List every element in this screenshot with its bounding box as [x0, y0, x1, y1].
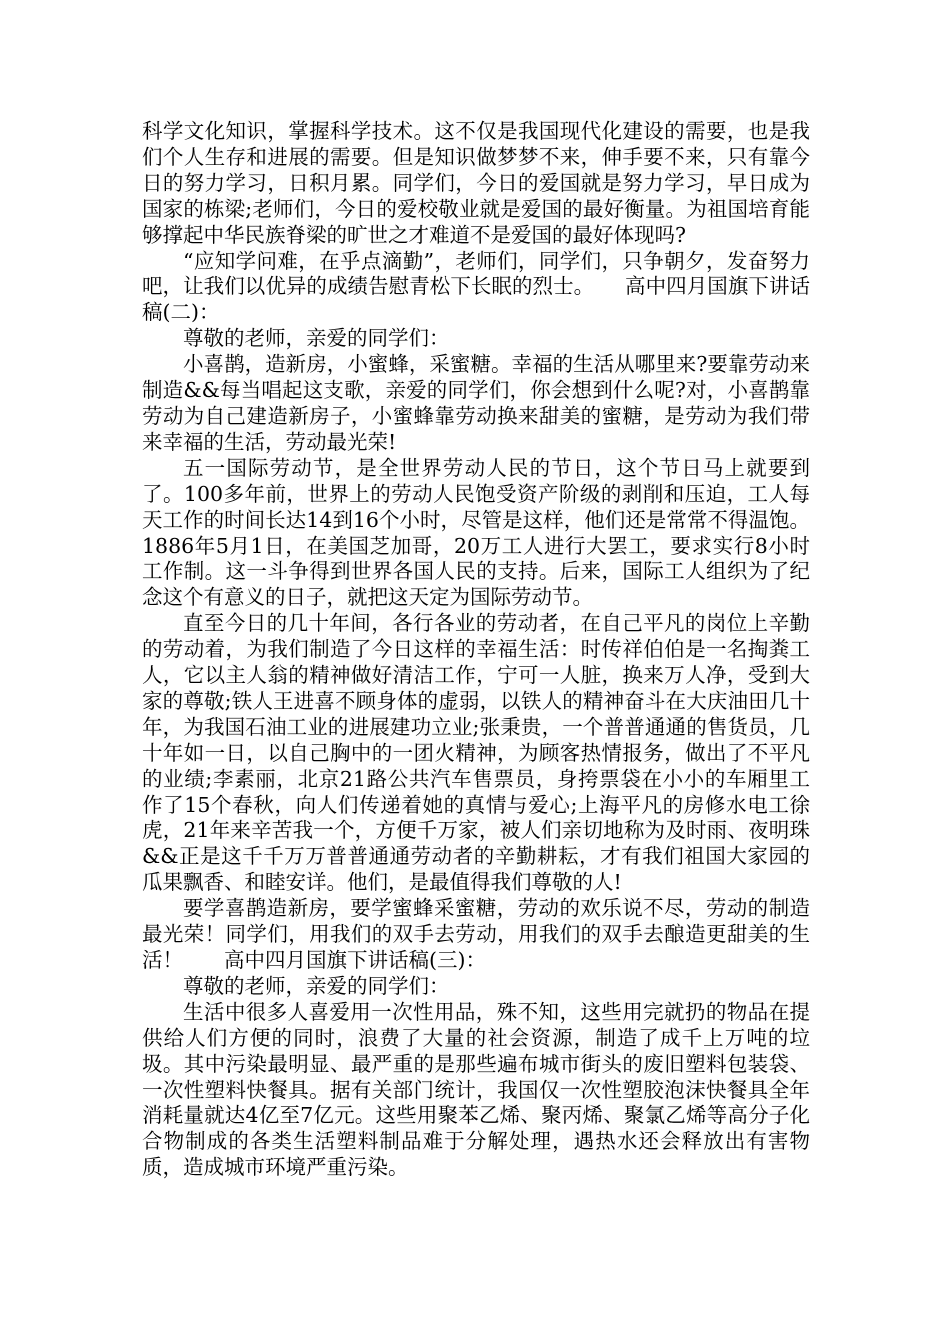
salutation: 尊敬的老师，亲爱的同学们：	[183, 973, 450, 998]
paragraph: 生活中很多人喜爱用一次性用品，殊不知，这些用完就扔的物品在提供给人们方便的同时，浪费了大量的社会资源，制造了成千上万吨的垃圾。其中污染最明显、最严重的是那些遍布城市街头的废旧塑料包装袋、一次性塑料快餐具。据有关部门统计，我国仅一次性塑胶泡沫快餐具全年消耗量就达4亿至7亿元。这些用聚苯乙烯、聚丙烯、聚氯乙烯等高分子化合物制成的各类生活塑料制品难于分解处理，遇热水还会释放出有害物质，造成城市环境严重污染。	[142, 999, 810, 1180]
paragraph: 小喜鹊，造新房，小蜜蜂，采蜜糖。幸福的生活从哪里来?要靠劳动来制造&&每当唱起这支歌，亲爱的同学们，你会想到什么呢?对，小喜鹊靠劳动为自己建造新房子，小蜜蜂靠劳动换来甜美的蜜糖，是劳动为我们带来幸福的生活，劳动最光荣!	[142, 352, 810, 454]
paragraph: 五一国际劳动节，是全世界劳动人民的节日，这个节日马上就要到了。100多年前，世界上的劳动人民饱受资产阶级的剥削和压迫，工人每天工作的时间长达14到16个小时，尽管是这样，他们还是常常不得温饱。1886年5月1日，在美国芝加哥，20万工人进行大罢工，要求实行8小时工作制。这一斗争得到世界各国人民的支持。后来，国际工人组织为了纪念这个有意义的日子，就把这天定为国际劳动节。	[142, 455, 810, 610]
paragraph: 科学文化知识，掌握科学技术。这不仅是我国现代化建设的需要，也是我们个人生存和进展的需要。但是知识做梦梦不来，伸手要不来，只有靠今日的努力学习，日积月累。同学们，今日的爱国就是努力学习，早日成为国家的栋梁;老师们，今日的爱校敬业就是爱国的最好衡量。为祖国培育能够撑起中华民族脊梁的旷世之才难道不是爱国的最好体现吗?	[142, 119, 810, 247]
paragraph: “应知学问难，在乎点滴勤”，老师们，同学们，只争朝夕，发奋努力吧，让我们以优异的成绩告慰青松下长眠的烈士。 高中四月国旗下讲话稿(二)：	[142, 248, 810, 325]
salutation: 尊敬的老师，亲爱的同学们：	[183, 326, 450, 351]
paragraph: 直至今日的几十年间，各行各业的劳动者，在自己平凡的岗位上辛勤的劳动着，为我们制造了今日这样的幸福生活：时传祥伯伯是一名掏粪工人，它以主人翁的精神做好清洁工作，宁可一人脏，换来万人净，受到大家的尊敬;铁人王进喜不顾身体的虚弱，以铁人的精神奋斗在大庆油田几十年，为我国石油工业的进展建功立业;张秉贵，一个普普通通的售货员，几十年如一日，以自己胸中的一团火精神，为顾客热情报务，做出了不平凡的业绩;李素丽，北京21路公共汽车售票员，身挎票袋在小小的车厢里工作了15个春秋，向人们传递着她的真情与爱心;上海平凡的房修水电工徐虎，21年来辛苦我一个，方便千万家，被人们亲切地称为及时雨、夜明珠&&正是这千千万万普普通通劳动者的辛勤耕耘，才有我们祖国大家园的瓜果飘香、和睦安详。他们，是最值得我们尊敬的人!	[142, 611, 810, 895]
document-body	[142, 119, 810, 1181]
paragraph: 要学喜鹊造新房，要学蜜蜂采蜜糖，劳动的欢乐说不尽，劳动的制造最光荣！同学们，用我们的双手去劳动，用我们的双手去酿造更甜美的生活！ 高中四月国旗下讲话稿(三)：	[142, 896, 810, 972]
